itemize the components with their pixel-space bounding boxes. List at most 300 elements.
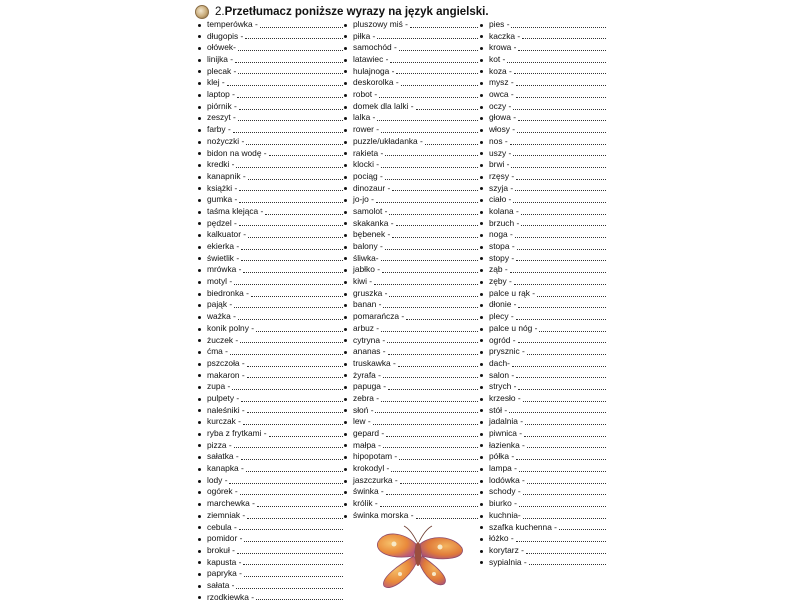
vocab-item-palce-u-nog	[480, 323, 606, 335]
answer-blank[interactable]	[559, 528, 606, 530]
vocab-item-uszy	[480, 148, 606, 160]
answer-blank[interactable]	[516, 376, 606, 378]
answer-blank[interactable]	[425, 143, 478, 145]
vocab-item-nos	[480, 136, 606, 148]
answer-blank[interactable]	[523, 493, 606, 495]
answer-blank[interactable]	[391, 470, 478, 472]
vocab-word: nożyczki -	[207, 135, 245, 146]
answer-blank[interactable]	[247, 376, 343, 378]
vocab-item-jo-jo	[344, 194, 478, 206]
vocab-word: brwi -	[489, 159, 510, 170]
answer-blank[interactable]	[518, 119, 606, 121]
answer-blank[interactable]	[244, 540, 343, 542]
vocab-word: dinozaur -	[353, 182, 391, 193]
vocab-item-rakieta	[344, 148, 478, 160]
answer-blank[interactable]	[269, 154, 343, 156]
vocab-item-ziemniak	[198, 510, 343, 522]
vocab-word: kapusta -	[207, 556, 242, 567]
answer-blank[interactable]	[410, 26, 478, 28]
answer-blank[interactable]	[539, 330, 606, 332]
answer-blank[interactable]	[235, 61, 343, 63]
vocab-word: włosy -	[489, 124, 516, 135]
answer-blank[interactable]	[392, 236, 478, 238]
vocab-item-stopy	[480, 253, 606, 265]
bullet-icon	[480, 351, 483, 354]
bullet-icon	[198, 468, 201, 471]
answer-blank[interactable]	[238, 119, 343, 121]
vocab-word: banan -	[353, 299, 382, 310]
answer-blank[interactable]	[379, 96, 478, 98]
answer-blank[interactable]	[241, 458, 343, 460]
vocab-item-skakanka	[344, 218, 478, 230]
answer-blank[interactable]	[524, 435, 606, 437]
vocab-word: ekierka -	[207, 241, 240, 252]
vocab-item-ekierka	[198, 241, 343, 253]
bullet-icon	[480, 421, 483, 424]
vocab-word: klocki -	[353, 159, 380, 170]
vocab-word: kredki -	[207, 159, 235, 170]
answer-blank[interactable]	[237, 96, 343, 98]
answer-blank[interactable]	[244, 575, 343, 577]
answer-blank[interactable]	[251, 295, 343, 297]
bullet-icon	[198, 246, 201, 249]
bullet-icon	[344, 24, 347, 27]
vocab-word: krokodyl -	[353, 463, 390, 474]
answer-blank[interactable]	[381, 259, 478, 261]
bullet-icon	[344, 187, 347, 190]
bullet-icon	[198, 526, 201, 529]
vocab-item-korytarz	[480, 545, 606, 557]
bullet-icon	[198, 106, 201, 109]
vocab-item-pomarancza	[344, 311, 478, 323]
answer-blank[interactable]	[248, 236, 343, 238]
vocab-word: kot -	[489, 54, 506, 65]
answer-blank[interactable]	[388, 388, 478, 390]
answer-blank[interactable]	[256, 330, 343, 332]
answer-blank[interactable]	[236, 166, 343, 168]
vocab-word: głowa -	[489, 112, 516, 123]
answer-blank[interactable]	[399, 458, 478, 460]
bullet-icon	[344, 141, 347, 144]
answer-blank[interactable]	[236, 587, 343, 589]
answer-blank[interactable]	[383, 306, 478, 308]
vocab-item-lozko	[480, 533, 606, 545]
vocab-word: biurko -	[489, 498, 517, 509]
answer-blank[interactable]	[517, 248, 606, 250]
vocab-word: łóżko -	[489, 533, 514, 544]
answer-blank[interactable]	[375, 411, 478, 413]
answer-blank[interactable]	[381, 166, 478, 168]
answer-blank[interactable]	[246, 143, 343, 145]
bullet-icon	[344, 35, 347, 38]
bullet-icon	[480, 386, 483, 389]
answer-blank[interactable]	[241, 400, 343, 402]
answer-blank[interactable]	[241, 259, 343, 261]
bullet-icon	[480, 35, 483, 38]
answer-blank[interactable]	[380, 505, 478, 507]
vocab-word: robot -	[353, 89, 378, 100]
vocab-item-stol	[480, 405, 606, 417]
answer-blank[interactable]	[234, 306, 343, 308]
answer-blank[interactable]	[240, 341, 343, 343]
vocab-item-glowa	[480, 113, 606, 125]
answer-blank[interactable]	[523, 517, 606, 519]
bullet-icon	[344, 293, 347, 296]
vocab-item-salon	[480, 370, 606, 382]
answer-blank[interactable]	[398, 365, 478, 367]
answer-blank[interactable]	[386, 493, 478, 495]
bullet-icon	[480, 550, 483, 553]
answer-blank[interactable]	[239, 224, 343, 226]
answer-blank[interactable]	[527, 446, 606, 448]
vocab-word: mrówka -	[207, 264, 242, 275]
vocab-item-pomidor	[198, 533, 343, 545]
vocab-item-pluszowy-mis	[344, 19, 478, 31]
answer-blank[interactable]	[376, 201, 478, 203]
answer-blank[interactable]	[238, 318, 343, 320]
answer-blank[interactable]	[246, 470, 343, 472]
vocab-word: ołówek-	[207, 42, 236, 53]
bullet-icon	[198, 211, 201, 214]
bullet-icon	[480, 222, 483, 225]
answer-blank[interactable]	[514, 72, 606, 74]
vocab-word: kuchnia-	[489, 509, 521, 520]
vocab-word: rzodkiewka -	[207, 591, 255, 602]
answer-blank[interactable]	[525, 423, 606, 425]
answer-blank[interactable]	[269, 435, 343, 437]
answer-blank[interactable]	[511, 166, 606, 168]
bullet-icon	[480, 491, 483, 494]
answer-blank[interactable]	[229, 482, 343, 484]
answer-blank[interactable]	[385, 178, 478, 180]
answer-blank[interactable]	[518, 306, 606, 308]
vocab-word: salon -	[489, 369, 515, 380]
vocab-item-banan	[344, 300, 478, 312]
vocab-item-robot	[344, 89, 478, 101]
answer-blank[interactable]	[248, 178, 343, 180]
vocab-item-mrowka	[198, 264, 343, 276]
answer-blank[interactable]	[377, 119, 478, 121]
vocab-item-gepard	[344, 428, 478, 440]
answer-blank[interactable]	[516, 318, 606, 320]
bullet-icon	[344, 433, 347, 436]
vocab-word: brzuch -	[489, 217, 520, 228]
answer-blank[interactable]	[385, 248, 478, 250]
answer-blank[interactable]	[256, 598, 343, 600]
answer-blank[interactable]	[234, 446, 343, 448]
answer-blank[interactable]	[238, 49, 343, 51]
vocab-word: rakieta -	[353, 147, 384, 158]
answer-blank[interactable]	[523, 400, 606, 402]
bullet-icon	[344, 176, 347, 179]
answer-blank[interactable]	[518, 341, 606, 343]
answer-blank[interactable]	[245, 37, 343, 39]
exercise-number: 2.	[215, 6, 225, 18]
answer-blank[interactable]	[257, 505, 343, 507]
answer-blank[interactable]	[239, 108, 343, 110]
answer-blank[interactable]	[387, 341, 478, 343]
answer-blank[interactable]	[381, 330, 478, 332]
answer-blank[interactable]	[514, 283, 606, 285]
answer-blank[interactable]	[511, 26, 606, 28]
bullet-icon	[198, 316, 201, 319]
vocab-item-owca	[480, 89, 606, 101]
answer-blank[interactable]	[247, 411, 343, 413]
answer-blank[interactable]	[392, 189, 478, 191]
bullet-icon	[344, 468, 347, 471]
vocab-item-rower	[344, 124, 478, 136]
answer-blank[interactable]	[243, 423, 343, 425]
answer-blank[interactable]	[396, 72, 478, 74]
bullet-icon	[480, 82, 483, 85]
bullet-icon	[198, 117, 201, 120]
answer-blank[interactable]	[516, 96, 606, 98]
bullet-icon	[198, 363, 201, 366]
vocab-word: rzęsy -	[489, 170, 515, 181]
bullet-icon	[198, 47, 201, 50]
vocab-word: pszczoła -	[207, 357, 245, 368]
vocab-item-gumka	[198, 194, 343, 206]
bullet-icon	[198, 176, 201, 179]
answer-blank[interactable]	[381, 131, 478, 133]
vocab-item-ogorek	[198, 487, 343, 499]
vocab-word: zupa -	[207, 381, 231, 392]
answer-blank[interactable]	[518, 49, 606, 51]
answer-blank[interactable]	[377, 37, 478, 39]
answer-blank[interactable]	[516, 84, 606, 86]
vocab-word: dłonie -	[489, 299, 517, 310]
answer-blank[interactable]	[373, 423, 478, 425]
answer-blank[interactable]	[389, 295, 478, 297]
word-column-1	[198, 19, 343, 603]
vocab-item-plecak	[198, 66, 343, 78]
answer-blank[interactable]	[388, 353, 478, 355]
answer-blank[interactable]	[386, 435, 478, 437]
vocab-word: krowa -	[489, 42, 517, 53]
vocab-word: skakanka -	[353, 217, 394, 228]
vocab-item-plecy	[480, 311, 606, 323]
answer-blank[interactable]	[240, 493, 343, 495]
answer-blank[interactable]	[239, 189, 343, 191]
answer-blank[interactable]	[510, 271, 606, 273]
answer-blank[interactable]	[400, 482, 478, 484]
bullet-icon	[344, 456, 347, 459]
answer-blank[interactable]	[518, 388, 606, 390]
vocab-item-truskawka	[344, 358, 478, 370]
answer-blank[interactable]	[522, 37, 606, 39]
answer-blank[interactable]	[385, 154, 478, 156]
bullet-icon	[480, 246, 483, 249]
vocab-word: hipopotam -	[353, 451, 398, 462]
bullet-icon	[480, 129, 483, 132]
vocab-word: brokuł -	[207, 544, 235, 555]
answer-blank[interactable]	[243, 563, 343, 565]
bullet-icon	[480, 526, 483, 529]
answer-blank[interactable]	[519, 505, 606, 507]
answer-blank[interactable]	[529, 563, 606, 565]
vocab-word: cytryna -	[353, 334, 386, 345]
answer-blank[interactable]	[512, 365, 606, 367]
bullet-icon	[198, 515, 201, 518]
bullet-icon	[344, 246, 347, 249]
answer-blank[interactable]	[227, 84, 343, 86]
answer-blank[interactable]	[526, 552, 606, 554]
vocab-item-dach	[480, 358, 606, 370]
answer-blank[interactable]	[237, 552, 343, 554]
answer-blank[interactable]	[230, 353, 343, 355]
answer-blank[interactable]	[382, 271, 478, 273]
vocab-word: piwnica -	[489, 428, 523, 439]
bullet-icon	[198, 59, 201, 62]
vocab-word: schody -	[489, 486, 521, 497]
answer-blank[interactable]	[383, 376, 478, 378]
vocab-item-salatka	[198, 451, 343, 463]
vocab-item-rzesy	[480, 171, 606, 183]
vocab-item-klocki	[344, 159, 478, 171]
vocab-word: latawiec -	[353, 54, 389, 65]
answer-blank[interactable]	[515, 236, 606, 238]
answer-blank[interactable]	[519, 470, 606, 472]
answer-blank[interactable]	[241, 248, 343, 250]
vocab-word: truskawka -	[353, 357, 396, 368]
vocab-item-kaczka	[480, 31, 606, 43]
vocab-item-bidon-na-wode	[198, 148, 343, 160]
answer-blank[interactable]	[399, 49, 478, 51]
vocab-item-zupa	[198, 381, 343, 393]
answer-blank[interactable]	[260, 26, 343, 28]
answer-blank[interactable]	[513, 154, 606, 156]
answer-blank[interactable]	[406, 318, 478, 320]
answer-blank[interactable]	[390, 61, 478, 63]
answer-blank[interactable]	[416, 517, 479, 519]
vocab-item-konik-polny	[198, 323, 343, 335]
answer-blank[interactable]	[265, 213, 343, 215]
vocab-item-biedronka	[198, 288, 343, 300]
bullet-icon	[198, 187, 201, 190]
answer-blank[interactable]	[513, 201, 606, 203]
vocab-item-cytryna	[344, 335, 478, 347]
answer-blank[interactable]	[247, 517, 343, 519]
bullet-icon	[198, 444, 201, 447]
answer-blank[interactable]	[517, 131, 606, 133]
answer-blank[interactable]	[232, 388, 343, 390]
bullet-icon	[198, 304, 201, 307]
vocab-word: gruszka -	[353, 287, 388, 298]
bullet-icon	[344, 363, 347, 366]
answer-blank[interactable]	[509, 411, 606, 413]
vocab-item-latawiec	[344, 54, 478, 66]
vocab-word: kolana -	[489, 205, 519, 216]
answer-blank[interactable]	[239, 201, 343, 203]
answer-blank[interactable]	[233, 131, 343, 133]
bullet-icon	[480, 398, 483, 401]
bullet-icon	[198, 503, 201, 506]
vocab-item-ananas	[344, 346, 478, 358]
vocab-item-kanapnik	[198, 171, 343, 183]
vocab-word: laptop -	[207, 89, 235, 100]
bullet-icon	[198, 491, 201, 494]
answer-blank[interactable]	[238, 72, 343, 74]
bullet-icon	[480, 211, 483, 214]
vocab-item-samolot	[344, 206, 478, 218]
vocab-item-motyl	[198, 276, 343, 288]
bullet-icon	[480, 503, 483, 506]
answer-blank[interactable]	[516, 540, 606, 542]
vocab-item-pszczola	[198, 358, 343, 370]
vocab-item-kurczak	[198, 416, 343, 428]
vocab-word: pizza -	[207, 439, 232, 450]
bullet-icon	[198, 538, 201, 541]
answer-blank[interactable]	[521, 224, 606, 226]
vocab-item-kolana	[480, 206, 606, 218]
vocab-item-tasma-klejaca	[198, 206, 343, 218]
bullet-icon	[480, 141, 483, 144]
answer-blank[interactable]	[527, 482, 606, 484]
answer-blank[interactable]	[383, 446, 478, 448]
answer-blank[interactable]	[516, 178, 606, 180]
answer-blank[interactable]	[510, 143, 606, 145]
bullet-icon	[480, 106, 483, 109]
answer-blank[interactable]	[516, 259, 606, 261]
answer-blank[interactable]	[247, 365, 343, 367]
answer-blank[interactable]	[516, 458, 606, 460]
answer-blank[interactable]	[537, 295, 606, 297]
vocab-word: ćma -	[207, 346, 228, 357]
vocab-item-zeby	[480, 276, 606, 288]
vocab-word: owca -	[489, 89, 514, 100]
bullet-icon	[344, 199, 347, 202]
answer-blank[interactable]	[234, 283, 343, 285]
vocab-item-lazienka	[480, 440, 606, 452]
answer-blank[interactable]	[401, 84, 478, 86]
answer-blank[interactable]	[396, 224, 479, 226]
bullet-icon	[344, 503, 347, 506]
vocab-item-lody	[198, 475, 343, 487]
vocab-word: strych -	[489, 381, 517, 392]
vocab-word: klej -	[207, 77, 225, 88]
answer-blank[interactable]	[239, 528, 343, 530]
bullet-icon	[344, 316, 347, 319]
answer-blank[interactable]	[381, 400, 478, 402]
vocab-item-makaron	[198, 370, 343, 382]
answer-blank[interactable]	[513, 108, 606, 110]
vocab-item-kanapka	[198, 463, 343, 475]
vocab-item-zebra	[344, 393, 478, 405]
bullet-icon	[198, 234, 201, 237]
answer-blank[interactable]	[243, 271, 343, 273]
bullet-icon	[344, 491, 347, 494]
answer-blank[interactable]	[389, 213, 478, 215]
answer-blank[interactable]	[527, 353, 606, 355]
bullet-icon	[198, 281, 201, 284]
bullet-icon	[198, 35, 201, 38]
answer-blank[interactable]	[416, 108, 478, 110]
vocab-item-ryba-z-frytkami	[198, 428, 343, 440]
vocab-word: stół -	[489, 404, 508, 415]
answer-blank[interactable]	[507, 61, 606, 63]
vocab-item-palce-u-rak	[480, 288, 606, 300]
answer-blank[interactable]	[374, 283, 478, 285]
vocab-item-lodowka	[480, 475, 606, 487]
bullet-icon	[344, 257, 347, 260]
vocab-word: pies -	[489, 18, 510, 29]
vocab-item-brzuch	[480, 218, 606, 230]
vocab-word: biedronka -	[207, 287, 249, 298]
answer-blank[interactable]	[515, 189, 606, 191]
vocab-word: ogród -	[489, 334, 516, 345]
bullet-icon	[480, 152, 483, 155]
answer-blank[interactable]	[521, 213, 606, 215]
